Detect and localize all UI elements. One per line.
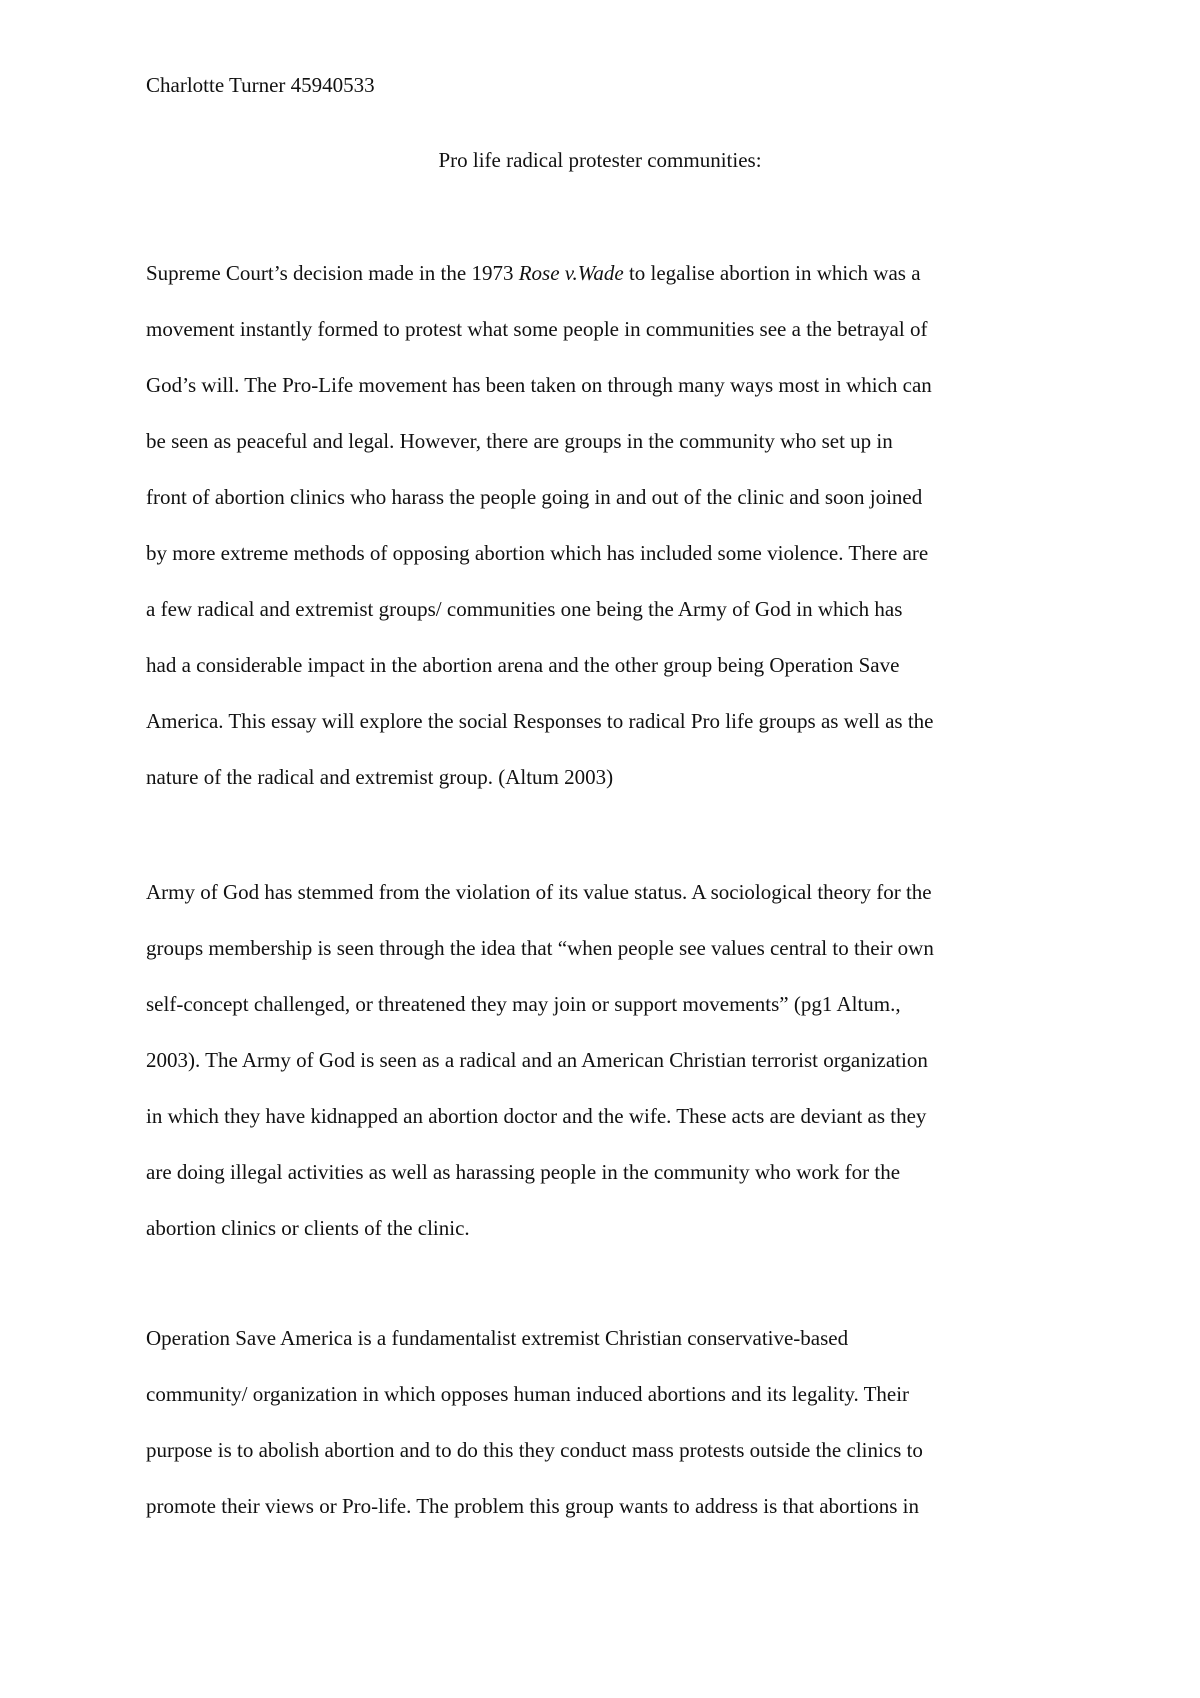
paragraph-line: community/ organization in which opposes human induced abortions and its legality. Their (146, 1382, 910, 1406)
paragraph-line: in which they have kidnapped an abortion doctor and the wife. These acts are deviant as they (146, 1104, 927, 1128)
paragraph-line: be seen as peaceful and legal. However, there are groups in the community who set up in (146, 429, 893, 453)
text-run: to legalise abortion in which was a (623, 261, 921, 285)
paragraph-line (146, 258, 1076, 314)
paragraph-1 (146, 258, 1076, 818)
paragraph-line: had a considerable impact in the abortion arena and the other group being Operation Save (146, 653, 900, 677)
paragraph-line: abortion clinics or clients of the clinic. (146, 1216, 470, 1240)
paragraph-line: front of abortion clinics who harass the people going in and out of the clinic and soon joined (146, 485, 923, 509)
paragraph-line: America. This essay will explore the social Responses to radical Pro life groups as well as the (146, 709, 934, 733)
paragraph-line: God’s will. The Pro-Life movement has been taken on through many ways most in which can (146, 373, 932, 397)
paragraph-line: groups membership is seen through the idea that “when people see values central to their own (146, 936, 934, 960)
paragraph-line: purpose is to abolish abortion and to do this they conduct mass protests outside the clinics to (146, 1438, 923, 1462)
paragraph-line: self-concept challenged, or threatened they may join or support movements” (pg1 Altum., (146, 992, 901, 1016)
case-name: Rose v.Wade (518, 261, 624, 285)
paragraph-line: 2003). The Army of God is seen as a radical and an American Christian terrorist organization (146, 1048, 928, 1072)
paragraph-line: promote their views or Pro-life. The problem this group wants to address is that abortions in (146, 1494, 919, 1518)
paragraph-3 (146, 1323, 1076, 1547)
author-line: Charlotte Turner 45940533 (146, 73, 375, 97)
paragraph-line: Operation Save America is a fundamentalist extremist Christian conservative-based (146, 1326, 849, 1350)
page-title: Pro life radical protester communities: (438, 148, 762, 172)
paragraph-line: a few radical and extremist groups/ communities one being the Army of God in which has (146, 597, 903, 621)
paragraph-2 (146, 877, 1076, 1269)
paragraph-line: are doing illegal activities as well as harassing people in the community who work for the (146, 1160, 901, 1184)
paragraph-line: nature of the radical and extremist group. (Altum 2003) (146, 765, 614, 789)
paragraph-line: Army of God has stemmed from the violation of its value status. A sociological theory for the (146, 880, 932, 904)
text-run: Supreme Court’s decision made in the 1973 (146, 261, 519, 285)
paragraph-line: movement instantly formed to protest what some people in communities see a the betrayal of (146, 317, 928, 341)
paragraph-line: by more extreme methods of opposing abortion which has included some violence. There are (146, 541, 929, 565)
